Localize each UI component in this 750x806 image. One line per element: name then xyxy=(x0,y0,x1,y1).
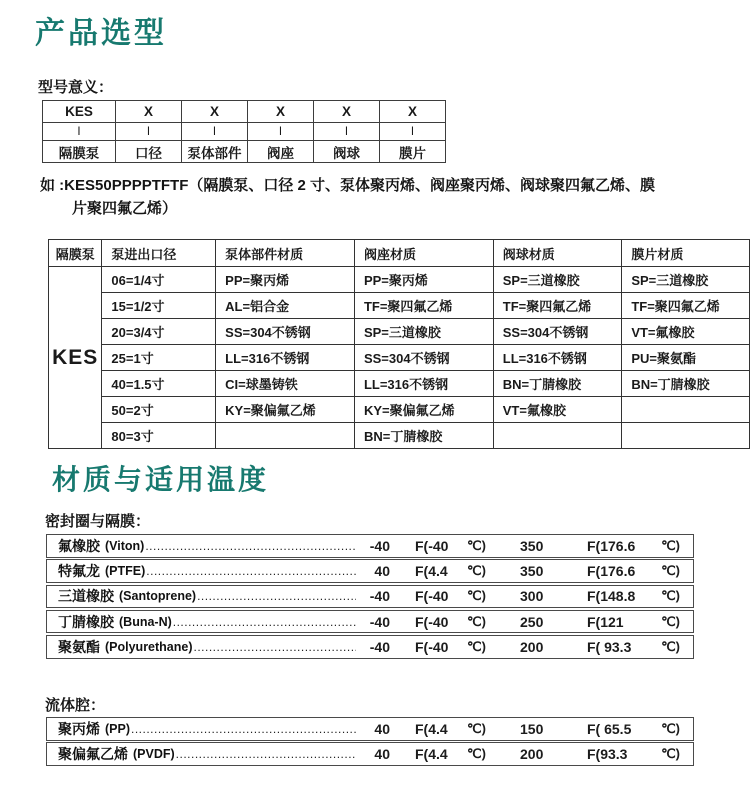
model-bar-row xyxy=(43,123,446,141)
min-temp-c-open: F(4.4 xyxy=(415,563,448,580)
table-row xyxy=(49,293,750,319)
selection-header-row xyxy=(49,240,750,267)
model-bar-cell: I xyxy=(248,123,314,141)
material-name-en: (Viton) xyxy=(105,538,145,553)
material-name-en: (PP) xyxy=(105,721,130,736)
model-bar-cell: I xyxy=(380,123,446,141)
max-temp-c-close: ℃) xyxy=(661,588,680,604)
material-row xyxy=(46,742,694,766)
min-temp-f-value: -40 xyxy=(369,638,390,655)
material-name-en: (PTFE) xyxy=(105,564,146,579)
selection-header-seat-material: 阀座材质 xyxy=(354,240,493,267)
table-cell: VT=氟橡胶 xyxy=(622,319,750,345)
table-cell: PP=聚丙烯 xyxy=(216,267,355,293)
max-temp-f-value: 350 xyxy=(520,537,544,554)
dot-leader xyxy=(197,589,356,603)
model-label-cell: 口径 xyxy=(116,141,182,163)
model-code-cell: KES xyxy=(43,101,116,123)
table-cell: VT=氟橡胶 xyxy=(493,397,622,423)
material-row xyxy=(46,559,694,583)
table-row xyxy=(49,267,750,293)
table-cell: PP=聚丙烯 xyxy=(354,267,493,293)
table-cell: 15=1/2寸 xyxy=(102,293,216,319)
model-code-cell: X xyxy=(380,101,446,123)
material-row xyxy=(46,534,694,558)
material-name-en: (Santoprene) xyxy=(119,589,197,604)
max-temp-c-open: F( 65.5 xyxy=(587,720,632,737)
table-cell xyxy=(216,423,355,449)
material-name: 丁腈橡胶 xyxy=(58,613,114,630)
material-row xyxy=(46,610,694,634)
table-cell: 40=1.5寸 xyxy=(102,371,216,397)
page-title: 产品选型 xyxy=(35,17,167,50)
min-temp-c-close: ℃) xyxy=(467,588,486,604)
min-temp-c-open: F(-40 xyxy=(415,588,449,605)
model-code-cell: X xyxy=(248,101,314,123)
table-cell: KY=聚偏氟乙烯 xyxy=(354,397,493,423)
table-row xyxy=(49,397,750,423)
material-name: 聚偏氟乙烯 xyxy=(58,746,128,763)
max-temp-c-open: F( 93.3 xyxy=(587,638,632,655)
max-temp-f-value: 200 xyxy=(520,638,544,655)
model-label-cell: 膜片 xyxy=(380,141,446,163)
table-cell: LL=316不锈钢 xyxy=(216,345,355,371)
model-meaning-label: 型号意义： xyxy=(38,79,114,96)
min-temp-c-close: ℃) xyxy=(467,613,486,629)
table-cell: SP=三道橡胶 xyxy=(622,267,750,293)
min-temp-c-close: ℃) xyxy=(467,537,486,553)
max-temp-c-close: ℃) xyxy=(661,563,680,579)
max-temp-c-close: ℃) xyxy=(661,638,680,654)
min-temp-c-close: ℃) xyxy=(467,638,486,654)
min-temp-f-value: 40 xyxy=(374,720,390,737)
material-row xyxy=(46,635,694,659)
min-temp-c-close: ℃) xyxy=(467,720,486,736)
seal-diaphragm-label: 密封圈与隔膜： xyxy=(45,513,151,530)
min-temp-c-close: ℃) xyxy=(467,563,486,579)
table-cell: KY=聚偏氟乙烯 xyxy=(216,397,355,423)
table-cell: TF=聚四氟乙烯 xyxy=(354,293,493,319)
model-label-cell: 隔膜泵 xyxy=(43,141,116,163)
selection-header-body-material: 泵体部件材质 xyxy=(216,240,355,267)
material-name: 三道橡胶 xyxy=(58,588,114,605)
min-temp-c-open: F(4.4 xyxy=(415,720,448,737)
min-temp-c-open: F(-40 xyxy=(415,537,449,554)
model-code-cell: X xyxy=(182,101,248,123)
table-cell: PU=聚氨酯 xyxy=(622,345,750,371)
max-temp-c-open: F(121 xyxy=(587,613,624,630)
table-row xyxy=(49,371,750,397)
table-cell: SS=304不锈钢 xyxy=(354,345,493,371)
max-temp-c-open: F(176.6 xyxy=(587,563,636,580)
max-temp-f-value: 150 xyxy=(520,720,544,737)
material-name-en: (Buna-N) xyxy=(119,614,172,629)
max-temp-c-close: ℃) xyxy=(661,746,680,762)
model-label-row xyxy=(43,141,446,163)
table-cell: BN=丁腈橡胶 xyxy=(622,371,750,397)
model-example-line1: 如 :KES50PPPPTFTF（隔膜泵、口径 2 寸、泵体聚丙烯、阀座聚丙烯、阀球聚四氟乙烯、膜 xyxy=(40,177,656,194)
max-temp-c-open: F(176.6 xyxy=(587,537,636,554)
min-temp-f-value: -40 xyxy=(369,613,390,630)
material-row xyxy=(46,585,694,609)
model-code-cell: X xyxy=(314,101,380,123)
model-label-cell: 阀座 xyxy=(248,141,314,163)
selection-header-diaphragm-material: 膜片材质 xyxy=(622,240,750,267)
material-name-en: (PVDF) xyxy=(133,747,175,762)
material-name: 聚丙烯 xyxy=(58,720,100,737)
dot-leader xyxy=(194,640,356,654)
dot-leader xyxy=(146,564,356,578)
table-row xyxy=(49,319,750,345)
max-temp-f-value: 300 xyxy=(520,588,544,605)
selection-header-pump: 隔膜泵 xyxy=(49,240,102,267)
min-temp-f-value: -40 xyxy=(369,588,390,605)
table-row xyxy=(49,345,750,371)
model-label-cell: 阀球 xyxy=(314,141,380,163)
series-code-cell: KES xyxy=(49,267,102,449)
table-cell: TF=聚四氟乙烯 xyxy=(622,293,750,319)
section-title-materials: 材质与适用温度 xyxy=(52,464,270,495)
max-temp-f-value: 200 xyxy=(520,746,544,763)
selection-header-ball-material: 阀球材质 xyxy=(493,240,622,267)
table-cell: CI=球墨铸铁 xyxy=(216,371,355,397)
dot-leader xyxy=(145,539,356,553)
fluid-temperature-table xyxy=(46,717,694,768)
min-temp-c-close: ℃) xyxy=(467,746,486,762)
table-cell: TF=聚四氟乙烯 xyxy=(493,293,622,319)
model-example-line2: 片聚四氟乙烯） xyxy=(72,200,178,217)
model-bar-cell: I xyxy=(43,123,116,141)
dot-leader xyxy=(131,722,356,736)
table-cell: SP=三道橡胶 xyxy=(354,319,493,345)
model-bar-cell: I xyxy=(314,123,380,141)
table-cell xyxy=(622,397,750,423)
table-cell: SP=三道橡胶 xyxy=(493,267,622,293)
model-bar-cell: I xyxy=(182,123,248,141)
table-cell: SS=304不锈钢 xyxy=(216,319,355,345)
dot-leader xyxy=(176,747,356,761)
max-temp-c-close: ℃) xyxy=(661,613,680,629)
material-name-en: (Polyurethane) xyxy=(105,639,193,654)
table-cell: 20=3/4寸 xyxy=(102,319,216,345)
table-cell xyxy=(622,423,750,449)
min-temp-f-value: 40 xyxy=(374,746,390,763)
table-cell: 50=2寸 xyxy=(102,397,216,423)
material-name: 特氟龙 xyxy=(58,563,100,580)
min-temp-c-open: F(-40 xyxy=(415,613,449,630)
material-name: 氟橡胶 xyxy=(58,537,100,554)
selection-table xyxy=(48,239,750,449)
table-cell: AL=铝合金 xyxy=(216,293,355,319)
model-code-row xyxy=(43,101,446,123)
max-temp-c-open: F(93.3 xyxy=(587,746,628,763)
min-temp-f-value: -40 xyxy=(369,537,390,554)
max-temp-f-value: 350 xyxy=(520,563,544,580)
model-label-cell: 泵体部件 xyxy=(182,141,248,163)
min-temp-c-open: F(4.4 xyxy=(415,746,448,763)
seal-temperature-table xyxy=(46,534,694,660)
table-cell: 80=3寸 xyxy=(102,423,216,449)
material-name: 聚氨酯 xyxy=(58,638,100,655)
fluid-chamber-label: 流体腔： xyxy=(45,697,106,714)
max-temp-c-close: ℃) xyxy=(661,537,680,553)
dot-leader xyxy=(173,615,356,629)
max-temp-c-close: ℃) xyxy=(661,720,680,736)
max-temp-f-value: 250 xyxy=(520,613,544,630)
model-example-text xyxy=(40,174,655,220)
table-cell: 25=1寸 xyxy=(102,345,216,371)
selection-header-port-size: 泵进出口径 xyxy=(102,240,216,267)
table-cell xyxy=(493,423,622,449)
table-cell: BN=丁腈橡胶 xyxy=(493,371,622,397)
table-cell: LL=316不锈钢 xyxy=(493,345,622,371)
min-temp-c-open: F(-40 xyxy=(415,638,449,655)
material-row xyxy=(46,717,694,741)
model-code-table xyxy=(42,100,446,163)
table-row xyxy=(49,423,750,449)
model-bar-cell: I xyxy=(116,123,182,141)
max-temp-c-open: F(148.8 xyxy=(587,588,636,605)
table-cell: SS=304不锈钢 xyxy=(493,319,622,345)
table-cell: LL=316不锈钢 xyxy=(354,371,493,397)
table-cell: 06=1/4寸 xyxy=(102,267,216,293)
table-cell: BN=丁腈橡胶 xyxy=(354,423,493,449)
min-temp-f-value: 40 xyxy=(374,563,390,580)
model-code-cell: X xyxy=(116,101,182,123)
